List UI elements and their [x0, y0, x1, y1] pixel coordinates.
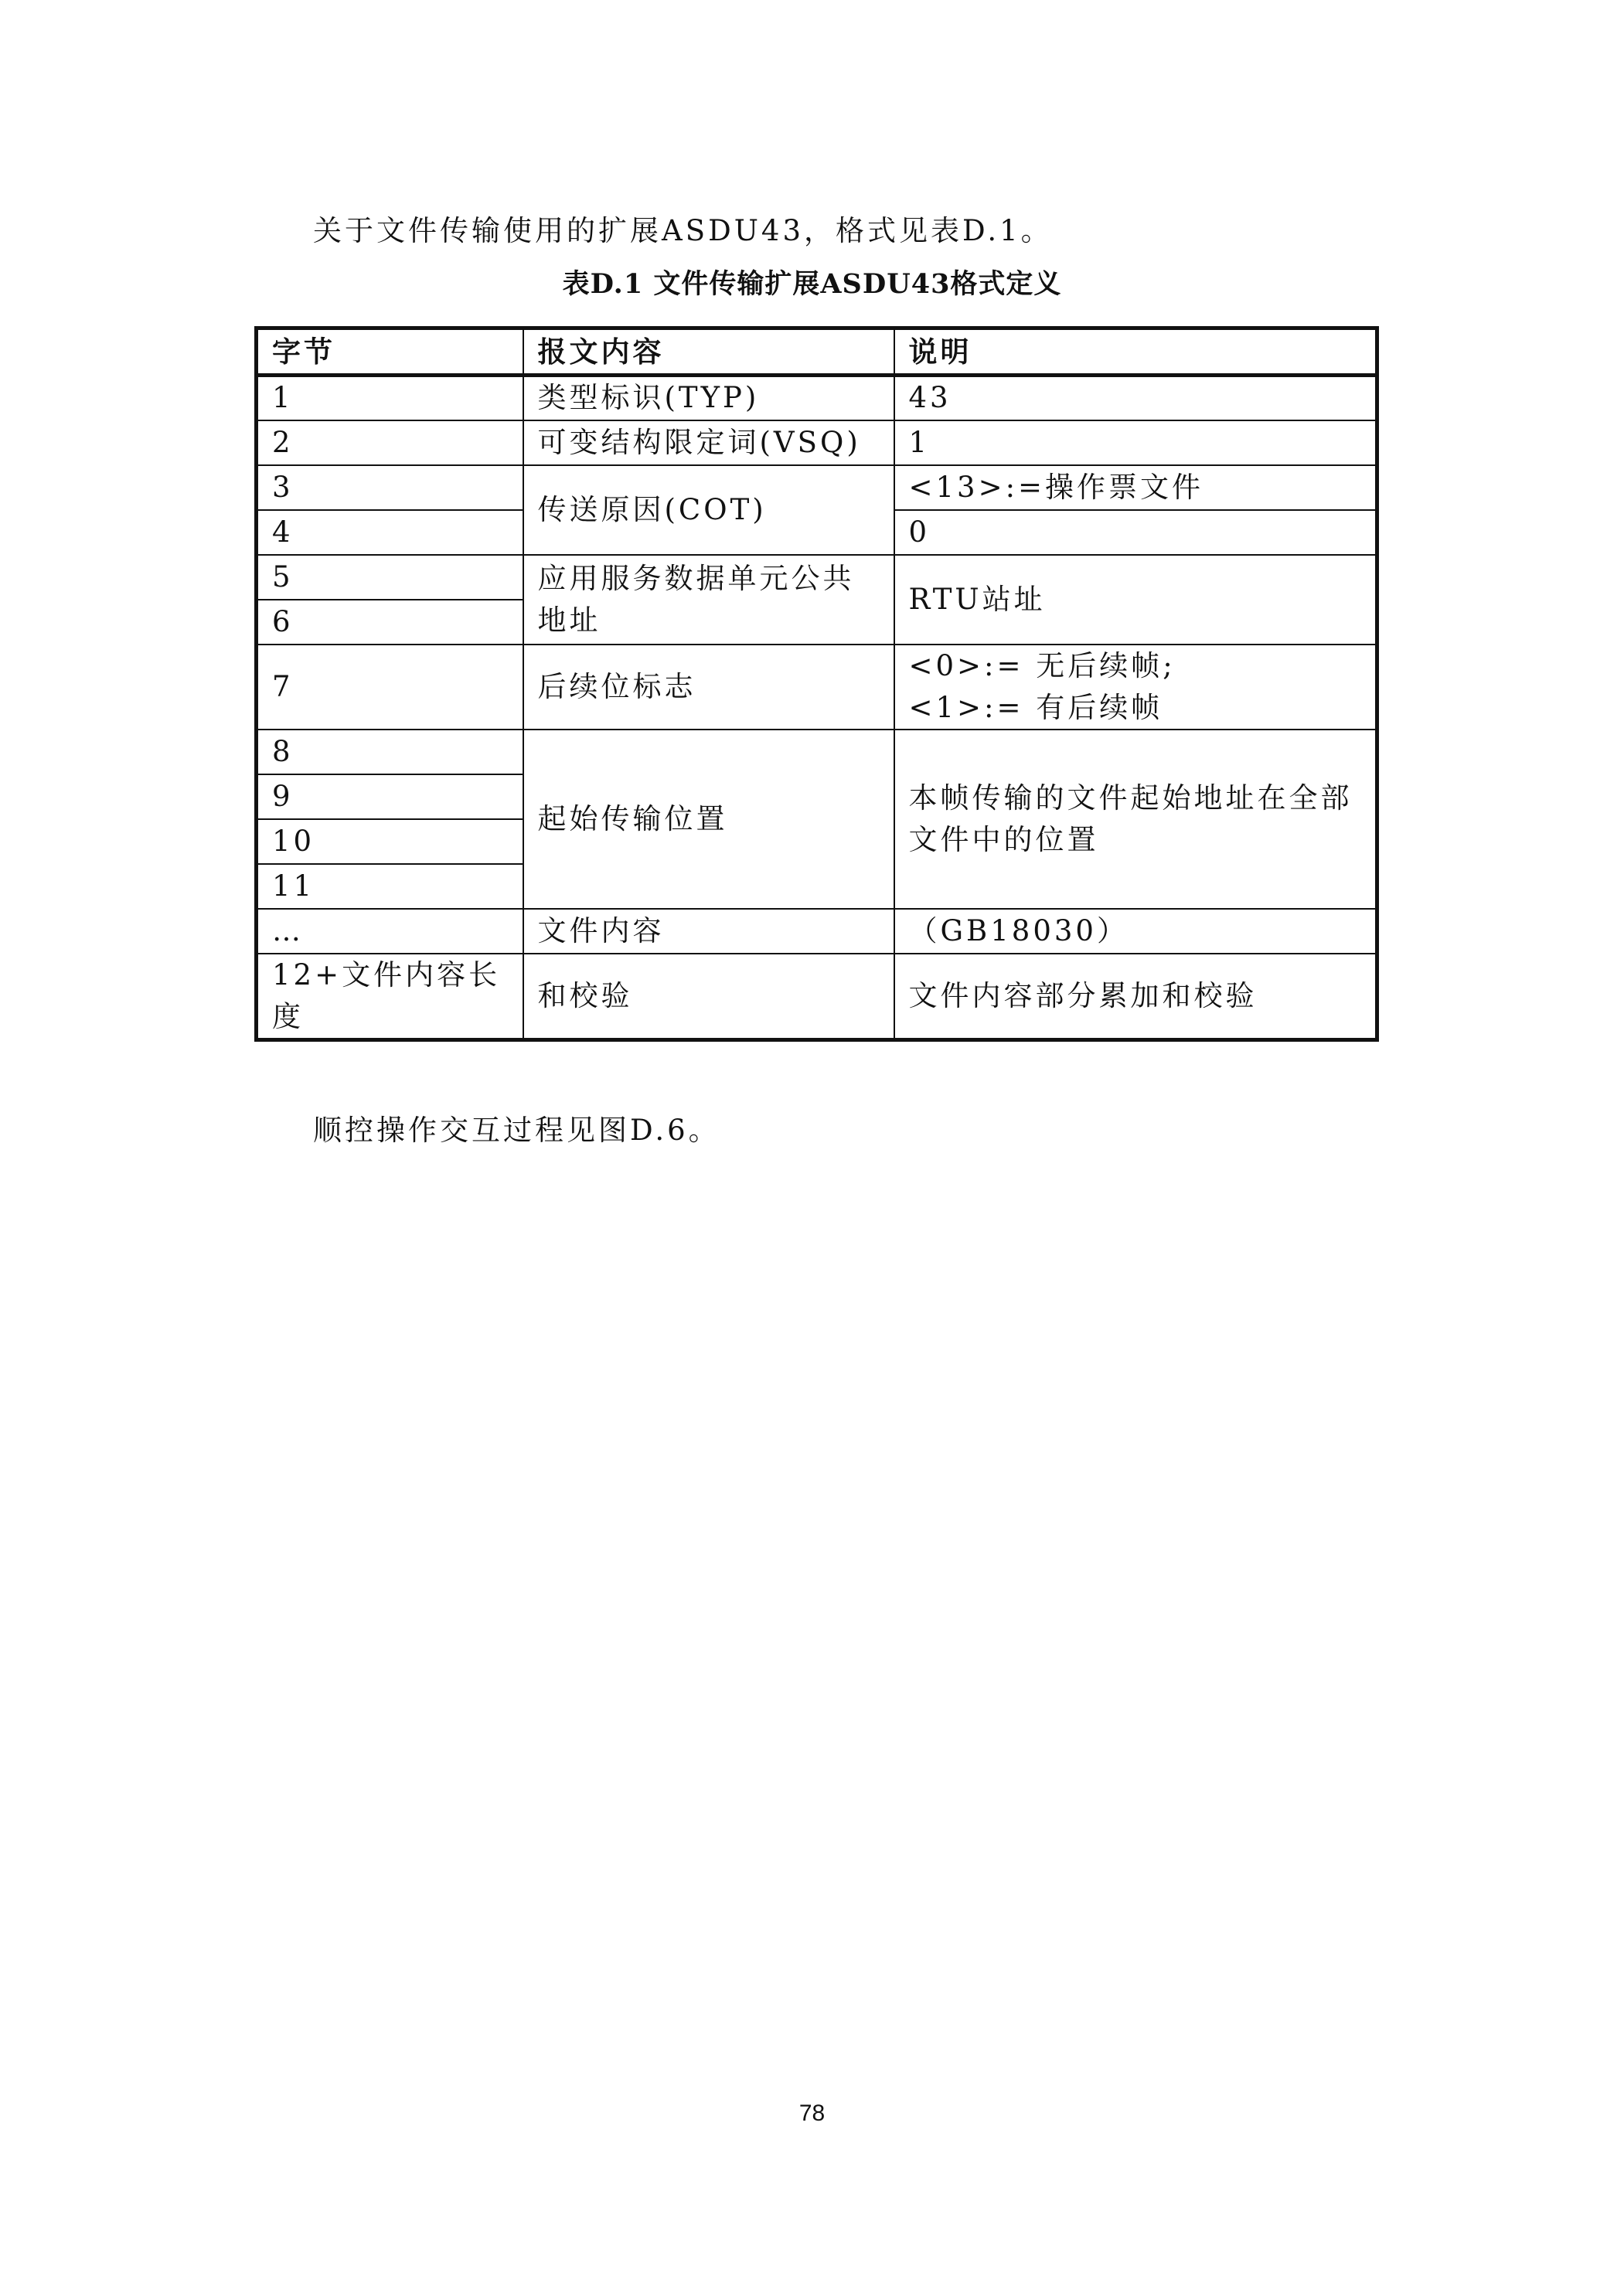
intro-paragraph: 关于文件传输使用的扩展ASDU43，格式见表D.1。: [313, 214, 1053, 247]
description-cell: <13>:=操作票文件: [894, 465, 1377, 510]
description-cell: 本帧传输的文件起始地址在全部文件中的位置: [894, 730, 1377, 909]
table-row: [257, 555, 1377, 600]
table-row: [257, 465, 1377, 510]
byte-cell: 5: [257, 555, 523, 600]
byte-cell: 10: [257, 819, 523, 864]
content-cell: 可变结构限定词(VSQ): [523, 420, 894, 465]
asdu43-format-table: [254, 326, 1379, 1042]
header-description: 说明: [894, 328, 1377, 376]
byte-cell: 7: [257, 645, 523, 730]
content-cell: 后续位标志: [523, 645, 894, 730]
table-row: [257, 645, 1377, 730]
description-cell: （GB18030）: [894, 909, 1377, 954]
byte-cell: 2: [257, 420, 523, 465]
header-byte: 字节: [257, 328, 523, 376]
outro-paragraph: 顺控操作交互过程见图D.6。: [313, 1114, 720, 1147]
content-cell: 类型标识(TYP): [523, 376, 894, 420]
table-row: [257, 730, 1377, 774]
follow-flag-line-1: <1>:= 有后续帧: [908, 690, 1163, 724]
description-cell: 43: [894, 376, 1377, 420]
content-cell: 传送原因(COT): [523, 465, 894, 555]
content-cell: 应用服务数据单元公共地址: [523, 555, 894, 645]
table-row: [257, 954, 1377, 1040]
table-header-row: [257, 328, 1377, 376]
byte-cell: 11: [257, 864, 523, 909]
page-number: 78: [798, 2100, 826, 2126]
header-content: 报文内容: [523, 328, 894, 376]
table-row: [257, 376, 1377, 420]
byte-cell: 3: [257, 465, 523, 510]
content-cell: 文件内容: [523, 909, 894, 954]
table-row: [257, 420, 1377, 465]
byte-cell: …: [257, 909, 523, 954]
byte-cell: 4: [257, 510, 523, 555]
description-cell: 文件内容部分累加和校验: [894, 954, 1377, 1040]
byte-cell: 9: [257, 774, 523, 819]
byte-cell: 8: [257, 730, 523, 774]
byte-cell: 6: [257, 600, 523, 645]
description-cell: RTU站址: [894, 555, 1377, 645]
byte-cell: 1: [257, 376, 523, 420]
content-cell: 起始传输位置: [523, 730, 894, 909]
follow-flag-line-0: <0>:= 无后续帧;: [908, 648, 1176, 682]
content-cell: 和校验: [523, 954, 894, 1040]
description-cell: [894, 645, 1377, 730]
table-caption: 表D.1 文件传输扩展ASDU43格式定义: [562, 268, 1062, 300]
description-cell: 0: [894, 510, 1377, 555]
table-row: [257, 909, 1377, 954]
byte-cell: 12+文件内容长度: [257, 954, 523, 1040]
description-cell: 1: [894, 420, 1377, 465]
